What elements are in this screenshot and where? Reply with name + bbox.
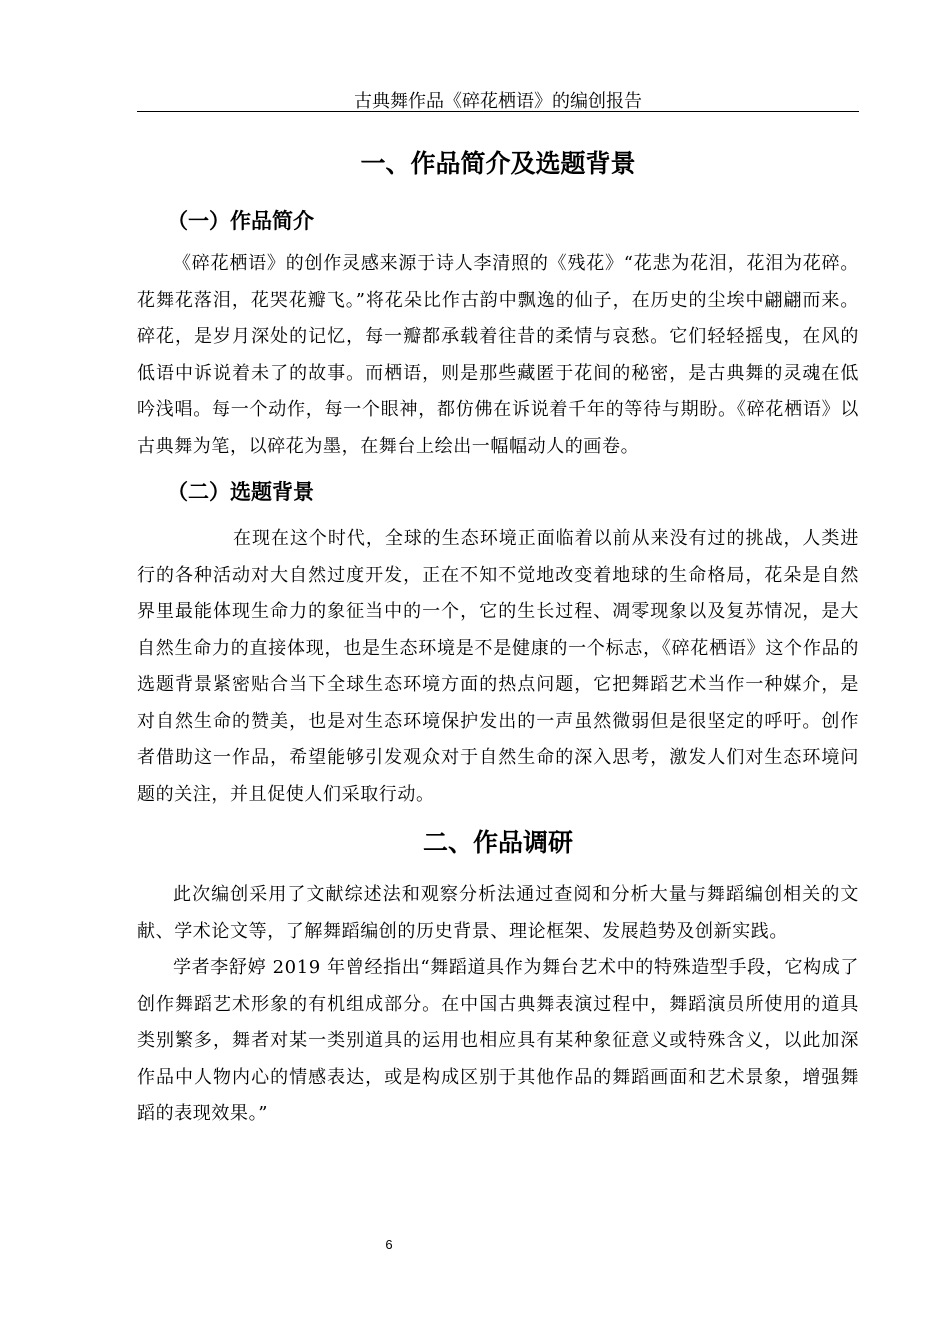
page-number: 6 [385, 1237, 393, 1252]
paragraph-research-quote: 学者李舒婷 2019 年曾经指出“舞蹈道具作为舞台艺术中的特殊造型手段，它构成了创作舞蹈艺术形象的有机组成部分。在中国古典舞表演过程中，舞蹈演员所使用的道具类别繁多，舞者对某一类别道具的运用也相应具有某种象征意义或特殊含义，以此加深作品中人物内心的情感表达，或是构成区别于其他作品的舞蹈画面和艺术景象，增强舞蹈的表现效果。” [137, 957, 859, 1124]
page-content [137, 140, 859, 1133]
paragraph-work-intro: 《碎花栖语》的创作灵感来源于诗人李清照的《残花》“花悲为花泪，花泪为花碎。花舞花落泪，花哭花瓣飞。”将花朵比作古韵中飘逸的仙子，在历史的尘埃中翩翩而来。碎花，是岁月深处的记忆，每一瓣都承载着往昔的柔情与哀愁。它们轻轻摇曳，在风的低语中诉说着未了的故事。而栖语，则是那些藏匿于花间的秘密，是古典舞的灵魂在低吟浅唱。每一个动作，每一个眼神，都仿佛在诉说着千年的等待与期盼。《碎花栖语》以古典舞为笔，以碎花为墨，在舞台上绘出一幅幅动人的画卷。 [137, 253, 859, 457]
paragraph-research-method: 此次编创采用了文献综述法和观察分析法通过查阅和分析大量与舞蹈编创相关的文献、学术论文等，了解舞蹈编创的历史背景、理论框架、发展趋势及创新实践。 [137, 884, 859, 942]
header-rule [137, 111, 859, 112]
section-title-intro: 一、作品简介及选题背景 [360, 149, 636, 178]
paragraph-background: 在现在这个时代，全球的生态环境正面临着以前从来没有过的挑战，人类进行的各种活动对大自然过度开发，正在不知不觉地改变着地球的生命格局，花朵是自然界里最能体现生命力的象征当中的一个，它的生长过程、凋零现象以及复苏情况，是大自然生命力的直接体现，也是生态环境是不是健康的一个标志，《碎花栖语》这个作品的选题背景紧密贴合当下全球生态环境方面的热点问题，它把舞蹈艺术当作一种媒介，是对自然生命的赞美，也是对生态环境保护发出的一声虽然微弱但是很坚定的呼吁。创作者借助这一作品，希望能够引发观众对于自然生命的深入思考，激发人们对生态环境问题的关注，并且促使人们采取行动。 [137, 528, 859, 805]
subsection-title-background: （二）选题背景 [167, 480, 314, 504]
subsection-title-work-intro: （一）作品简介 [167, 209, 314, 233]
section-title-research: 二、作品调研 [422, 828, 573, 857]
running-header: 古典舞作品《碎花栖语》的编创报告 [354, 91, 642, 112]
